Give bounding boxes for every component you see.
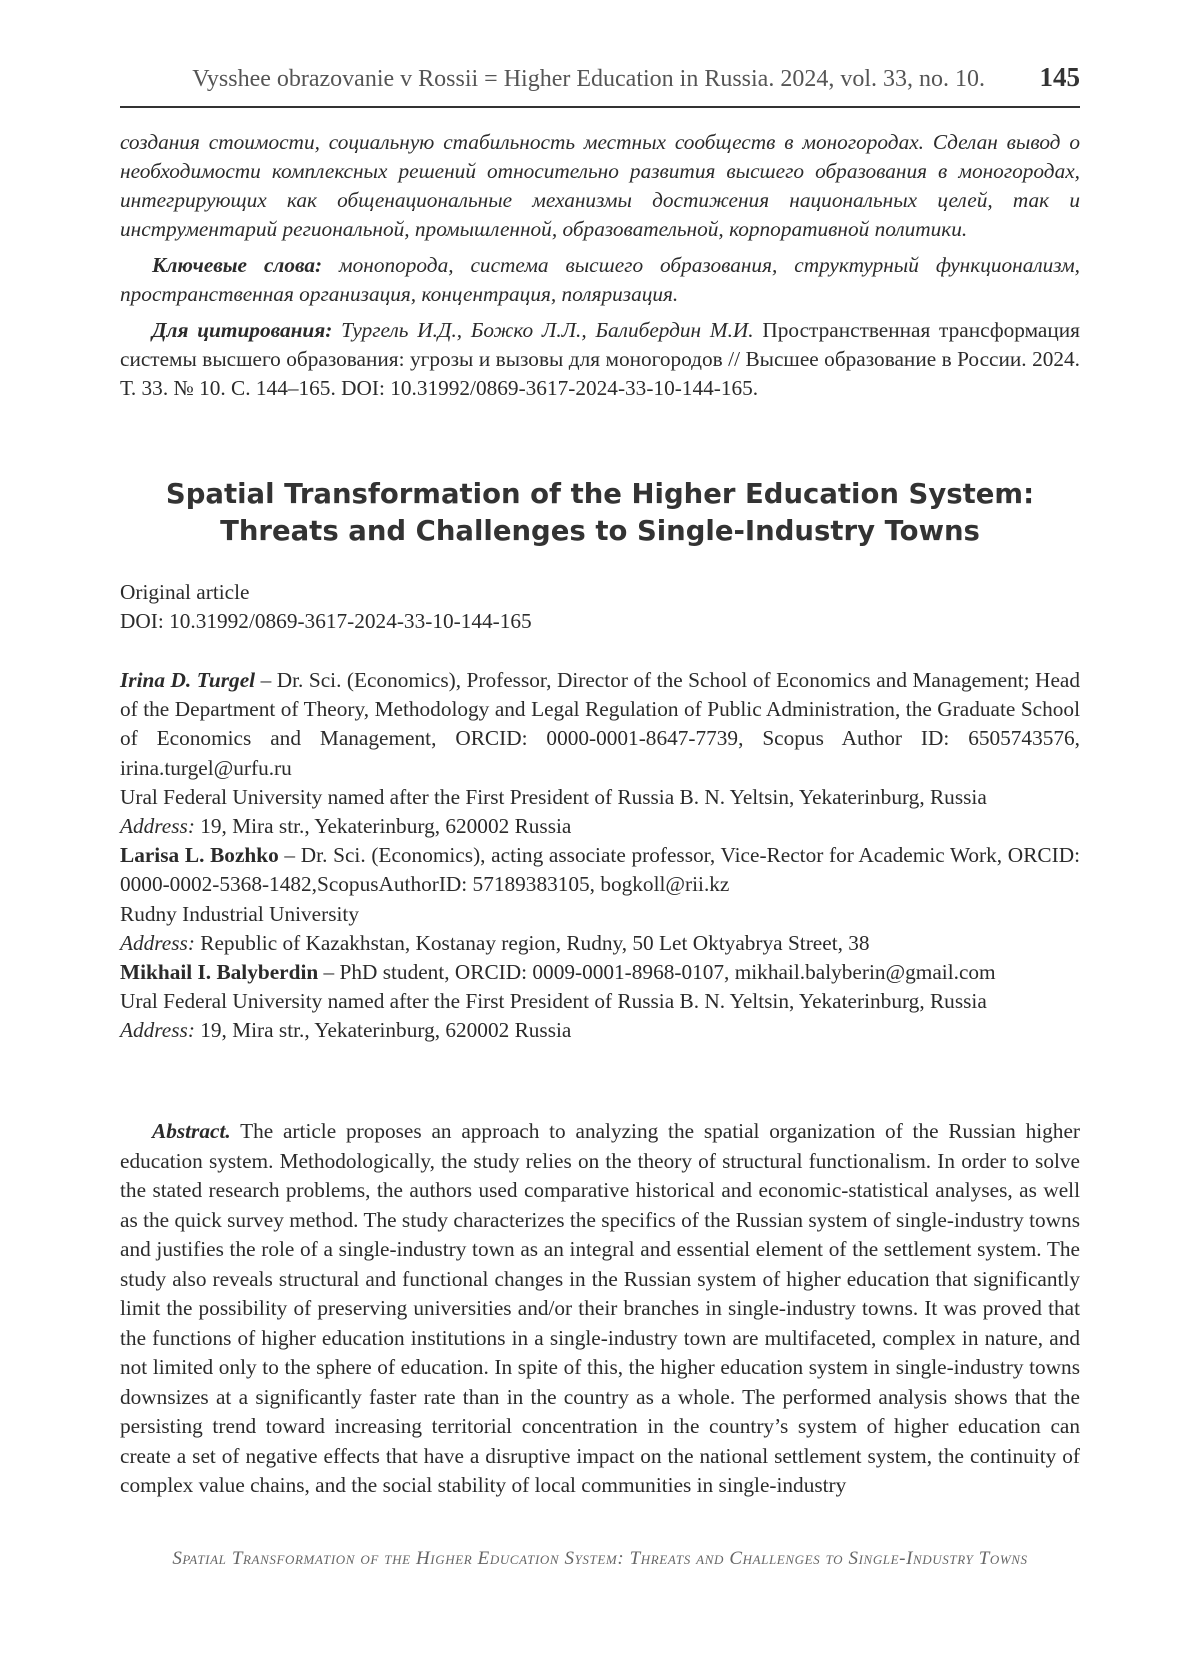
page-number: 145 — [1039, 62, 1080, 92]
russian-keywords-label: Ключевые слова: — [152, 253, 323, 277]
author-1-details — [120, 666, 1080, 783]
running-header — [120, 62, 1080, 108]
article-doi: DOI: 10.31992/0869-3617-2024-33-10-144-165 — [120, 609, 532, 633]
article-title — [120, 476, 1080, 550]
abstract-text: The article proposes an approach to analyzing the spatial organization of the Russian higher education system. Methodologically, the study relies on the theory of structural functionalism. In order to solve the stated research problems, the authors used comparative historical and economic-statistical analyses, as well as the quick survey method. The study characterizes the specifics of the Russian system of single-industry towns and justifies the role of a single-industry town as an integral and essential element of the settlement system. The study also reveals structural and functional changes in the Russian system of higher education that significantly limit the possibility of preserving universities and/or their branches in single-industry towns. It was proved that the functions of higher education institutions in a single-industry town are multifaceted, complex in nature, and not limited only to the sphere of education. In spite of this, the higher education system in single-industry towns downsizes at a significantly faster rate than in the country as a whole. The performed analysis shows that the persisting trend toward increasing territorial concentration in the country’s system of higher education can create a set of negative effects that have a disruptive impact on the national settlement system, the continuity of complex value chains, and the social stability of local communities in single-industry — [120, 1119, 1080, 1497]
author-1-affiliation: Ural Federal University named after the First President of Russia B. N. Yeltsin, Yekaterinburg, Russia — [120, 784, 987, 809]
author-3-details — [120, 958, 1080, 987]
russian-abstract-block — [120, 128, 1080, 410]
russian-citation-text: Пространственная трансформация системы высшего образования: угрозы и вызовы для моногородов // Высшее образование в России. 2024. Т. 33. № 10. С. 144–165. DOI: 10.31992/0869-3617-2024-33-10-144-165. — [120, 318, 1080, 400]
abstract-label: Abstract. — [152, 1119, 231, 1143]
russian-citation-label: Для цитирования: — [152, 318, 333, 342]
author-1-address — [120, 812, 1080, 841]
author-2-address — [120, 929, 1080, 958]
russian-citation — [120, 316, 1080, 403]
author-2-address-text: Republic of Kazakhstan, Kostanay region, Rudny, 50 Let Oktyabrya Street, 38 — [194, 930, 870, 955]
russian-abstract-tail: создания стоимости, социальную стабильность местных сообществ в моногородах. Сделан вывод о необходимости комплексных решений относительно развития высшего образования в моногородах, интегрирующих как общенациональные механизмы достижения национальных целей, так и инструментарий региональной, промышленной, образовательной, корпоративной политики. — [120, 130, 1080, 241]
author-1-info: – Dr. Sci. (Economics), Professor, Director of the School of Economics and Management; Head of the Department of Theory, Methodology and Legal Regulation of Public Administration, the Graduate School of Economics and Management, ORCID: 0000-0001-8647-7739, Scopus Author ID: 6505743576, irina.turgel@urfu.ru — [120, 668, 1080, 780]
author-list — [120, 666, 1080, 1046]
author-3-affiliation: Ural Federal University named after the First President of Russia B. N. Yeltsin, Yekaterinburg, Russia — [120, 989, 987, 1014]
author-3-address — [120, 1016, 1080, 1045]
running-footer: Spatial Transformation of the Higher Education System: Threats and Challenges to Single-Industry Towns — [172, 1548, 1028, 1569]
author-2-info: – Dr. Sci. (Economics), acting associate professor, Vice-Rector for Academic Work, ORCID: 0000-0002-5368-1482,ScopusAuthorID: 57189383105, bogkoll@rii.kz — [120, 843, 1080, 897]
author-3-address-label: Address: — [120, 1018, 195, 1043]
author-2-details — [120, 841, 1080, 899]
author-3-info: – PhD student, ORCID: 0009-0001-8968-0107, mikhail.balyberin@gmail.com — [318, 960, 996, 985]
author-2-name: Larisa L. Bozhko — [120, 843, 279, 868]
author-1-name: Irina D. Turgel — [120, 668, 256, 692]
article-title-line-2: Threats and Challenges to Single-Industry Towns — [220, 515, 980, 547]
russian-citation-authors: Тургель И.Д., Божко Л.Л., Балибердин М.И. — [332, 318, 754, 342]
russian-keywords — [120, 251, 1080, 309]
article-title-line-1: Spatial Transformation of the Higher Education System: — [165, 478, 1035, 510]
article-type: Original article — [120, 580, 250, 604]
author-1-address-text: 19, Mira str., Yekaterinburg, 620002 Russia — [194, 814, 572, 839]
article-meta — [120, 578, 1080, 636]
author-2-address-label: Address: — [120, 930, 195, 955]
journal-citation: Vysshee obrazovanie v Rossii = Higher Education in Russia. 2024, vol. 33, no. 10. — [192, 66, 985, 92]
author-2-affiliation: Rudny Industrial University — [120, 901, 359, 926]
author-3-address-text: 19, Mira str., Yekaterinburg, 620002 Russia — [194, 1018, 572, 1043]
author-1-address-label: Address: — [120, 814, 195, 839]
russian-keywords-text: монопорода, система высшего образования, структурный функционализм, пространственная организация, концентрация, поляризация. — [120, 253, 1080, 306]
author-3-name: Mikhail I. Balyberdin — [120, 960, 319, 985]
english-abstract — [120, 1117, 1080, 1501]
